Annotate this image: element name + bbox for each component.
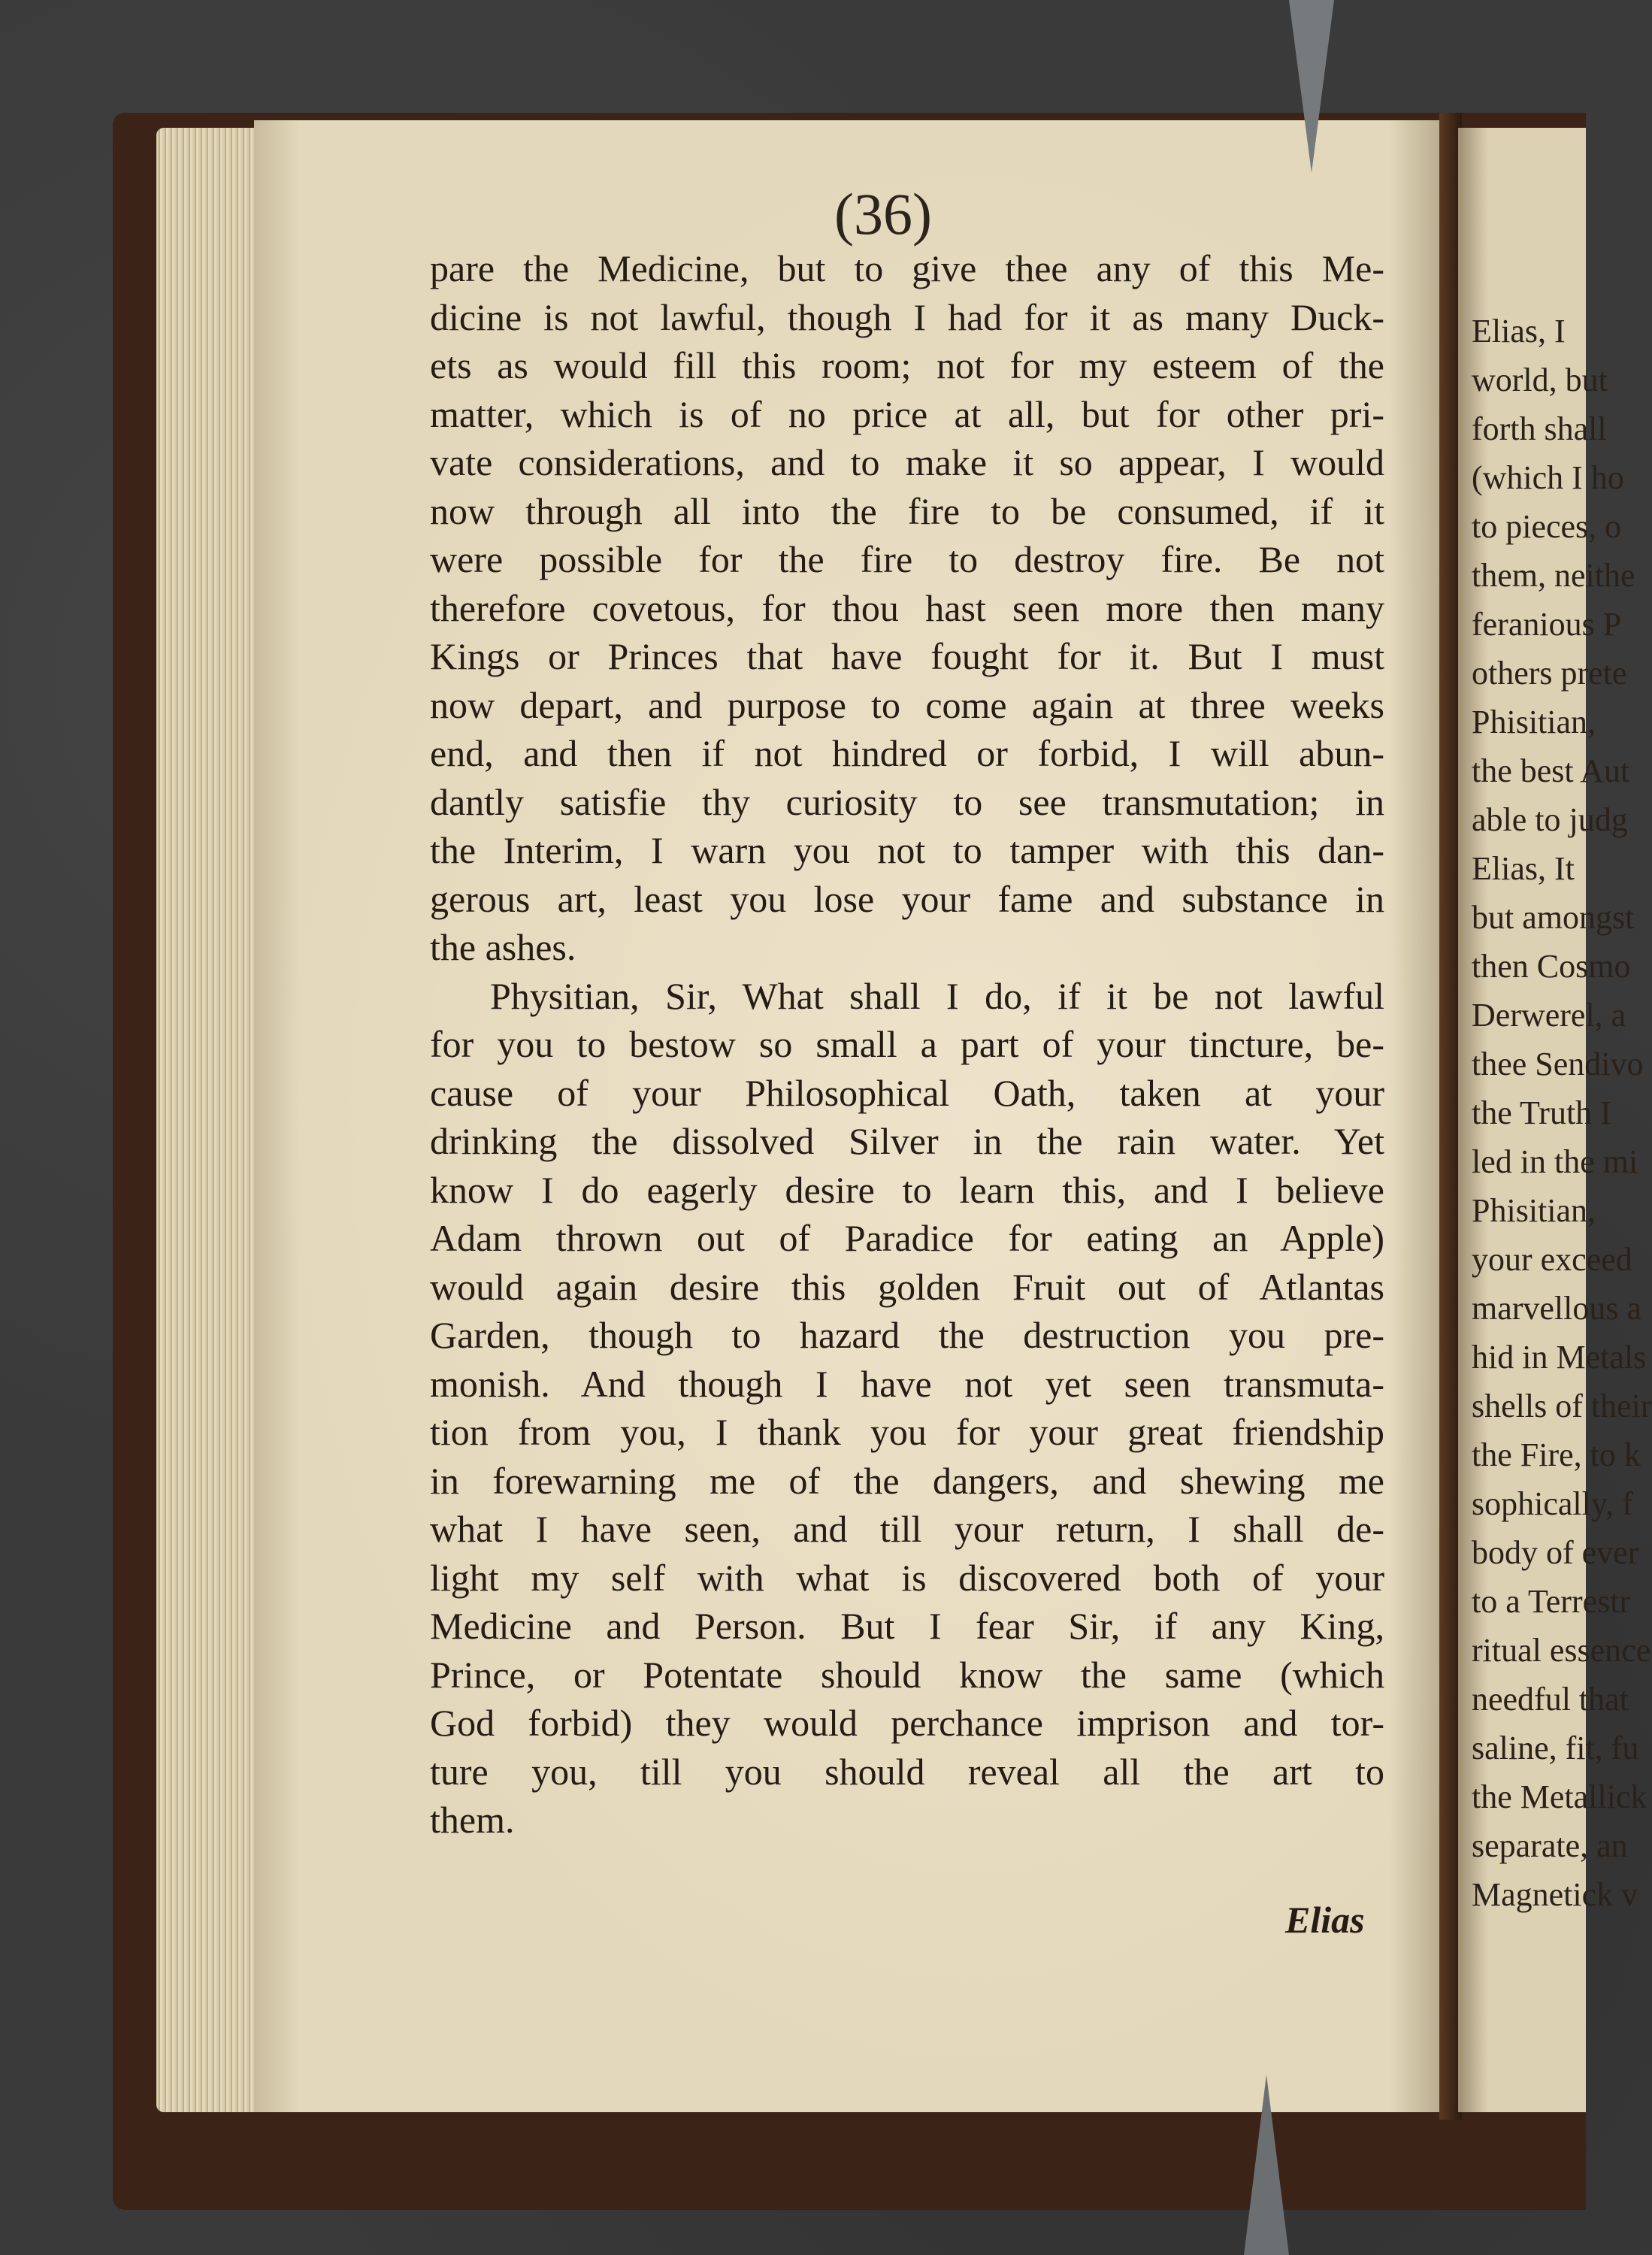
text-line: for you to bestow so small a part of your tincture, be-: [430, 1023, 1384, 1065]
text-line: light my self with what is discovered both of your: [430, 1556, 1384, 1599]
text-line: Medicine and Person. But I fear Sir, if any King,: [430, 1605, 1384, 1647]
adjacent-line: forth shall: [1472, 410, 1607, 447]
text-line: what I have seen, and till your return, I shall de-: [430, 1508, 1384, 1550]
text-line: pare the Medicine, but to give thee any of this Me-: [430, 247, 1384, 289]
adjacent-line: the Truth I: [1472, 1094, 1611, 1131]
adjacent-line: Elias, It: [1472, 850, 1575, 887]
text-line: end, and then if not hindred or forbid, I will abun-: [430, 732, 1384, 774]
text-line: Physitian, Sir, What shall I do, if it be not lawful: [490, 974, 1384, 1017]
text-line: Garden, though to hazard the destruction you pre-: [430, 1314, 1384, 1356]
text-line: ture you, till you should reveal all the art to: [430, 1750, 1384, 1793]
adjacent-line: led in the mi: [1472, 1143, 1638, 1180]
adjacent-line: Derwerel, a: [1472, 997, 1626, 1034]
text-line: know I do eagerly desire to learn this, and I believe: [430, 1168, 1384, 1211]
text-line: Adam thrown out of Paradice for eating an Apple): [430, 1217, 1384, 1259]
text-line: tion from you, I thank you for your great friendship: [430, 1411, 1384, 1453]
text-line: drinking the dissolved Silver in the rain water. Yet: [430, 1120, 1384, 1162]
adjacent-line: hid in Metals: [1472, 1339, 1647, 1376]
text-line: gerous art, least you lose your fame and substance in: [430, 877, 1384, 920]
adjacent-line: others prete: [1472, 655, 1627, 692]
text-line: were possible for the fire to destroy fire. Be not: [430, 538, 1384, 580]
page-edges: [156, 128, 258, 2112]
text-line: in forewarning me of the dangers, and shewing me: [430, 1459, 1384, 1502]
text-line: Prince, or Potentate should know the same (which: [430, 1653, 1384, 1696]
adjacent-line: feranious P: [1472, 606, 1622, 643]
adjacent-line: (which I ho: [1472, 459, 1624, 496]
text-line: cause of your Philosophical Oath, taken at your: [430, 1071, 1384, 1114]
page-clip-top: [1289, 0, 1334, 173]
page-number: (36): [834, 181, 932, 247]
adjacent-line: needful that: [1472, 1681, 1629, 1718]
text-line: God forbid) they would perchance imprison and tor-: [430, 1702, 1384, 1744]
text-line: dicine is not lawful, though I had for it as many Duck-: [430, 295, 1384, 338]
page-body: [430, 244, 1384, 1845]
adjacent-line: separate, an: [1472, 1827, 1628, 1864]
text-line: would again desire this golden Fruit out of Atlantas: [430, 1265, 1384, 1308]
adjacent-line: to pieces, o: [1472, 508, 1622, 545]
text-line: therefore covetous, for thou hast seen more then many: [430, 586, 1384, 629]
text-line: Kings or Princes that have fought for it. But I must: [430, 635, 1384, 677]
adjacent-line: but amongst: [1472, 899, 1635, 936]
text-line: now through all into the fire to be consumed, if it: [430, 489, 1384, 532]
adjacent-line: ritual essence: [1472, 1632, 1651, 1669]
adjacent-line: shells of their: [1472, 1388, 1652, 1424]
text-line: ets as would fill this room; not for my esteem of the: [430, 344, 1384, 386]
right-page: [1458, 128, 1652, 2112]
adjacent-line: marvellous a: [1472, 1290, 1642, 1327]
catchword: Elias: [1285, 1899, 1365, 1941]
text-line: matter, which is of no price at all, but for other pri-: [430, 392, 1384, 435]
adjacent-line: body of ever: [1472, 1534, 1639, 1571]
text-line: the Interim, I warn you not to tamper with this dan-: [430, 829, 1384, 871]
adjacent-line: the best Aut: [1472, 752, 1630, 789]
adjacent-line: Phisitian,: [1472, 1192, 1596, 1229]
adjacent-line: Elias, I: [1472, 313, 1566, 350]
adjacent-line: Phisitian,: [1472, 704, 1596, 740]
text-line: monish. And though I have not yet seen transmuta-: [430, 1362, 1384, 1405]
adjacent-line: sophically, f: [1472, 1485, 1633, 1522]
adjacent-line: your exceed: [1472, 1241, 1632, 1278]
text-line: them.: [430, 1799, 515, 1841]
adjacent-line: saline, fit, fu: [1472, 1730, 1639, 1766]
adjacent-line: them, neithe: [1472, 557, 1635, 594]
text-line: the ashes.: [430, 926, 576, 968]
text-line: vate considerations, and to make it so appear, I would: [430, 441, 1384, 483]
adjacent-line: the Metallick: [1472, 1778, 1647, 1815]
adjacent-line: the Fire, to k: [1472, 1436, 1641, 1473]
adjacent-line: thee Sendivo: [1472, 1046, 1644, 1082]
adjacent-line: world, but: [1472, 362, 1608, 398]
adjacent-line: to a Terrestr: [1472, 1583, 1631, 1620]
text-line: dantly satisfie thy curiosity to see transmutation; in: [430, 780, 1384, 823]
page-clip-bottom: [1244, 2075, 1289, 2255]
adjacent-line: Magnetick v: [1472, 1876, 1638, 1913]
adjacent-line: then Cosmo: [1472, 948, 1631, 985]
text-line: now depart, and purpose to come again at three weeks: [430, 683, 1384, 726]
adjacent-line: able to judg: [1472, 801, 1628, 838]
